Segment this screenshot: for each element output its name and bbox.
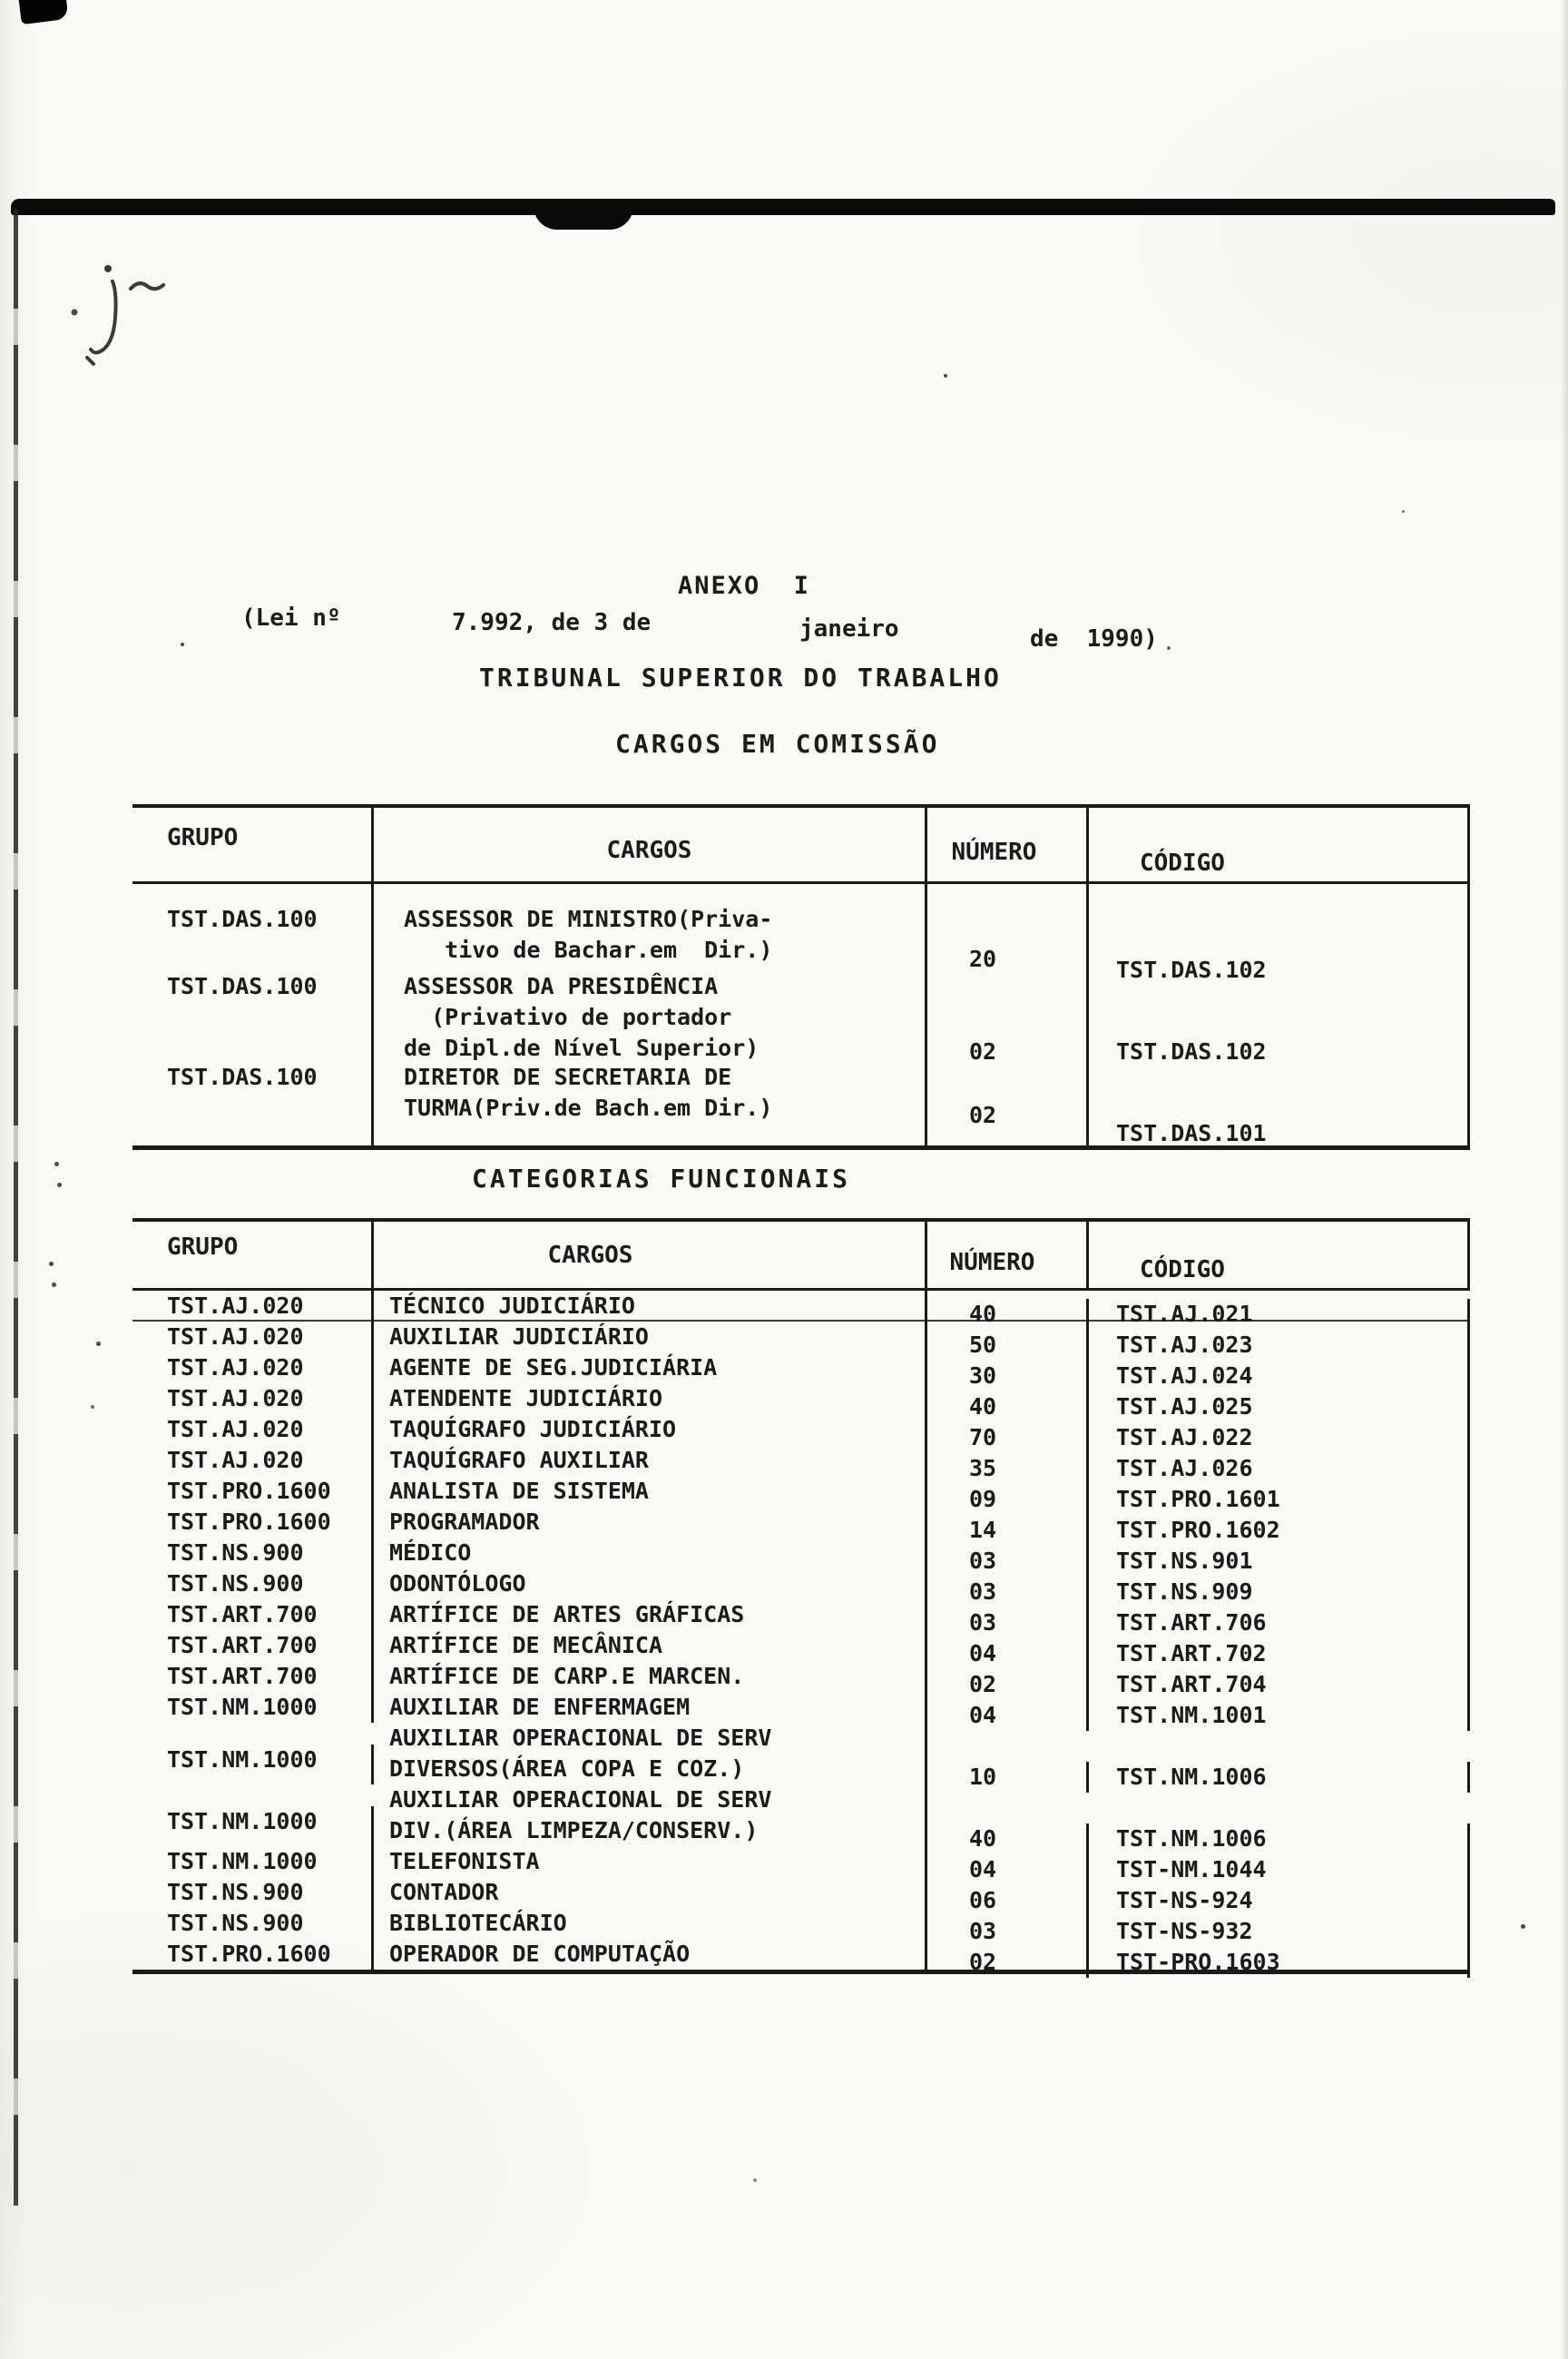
grupo-cell: TST.NS.900 — [132, 1877, 374, 1908]
header-label: CARGOS — [547, 1241, 633, 1269]
cargo-cell — [374, 1062, 927, 1145]
cargo-line: DIVERSOS(ÁREA COPA E COZ.) — [389, 1755, 745, 1782]
numero-cell: 14 — [927, 1515, 1089, 1546]
numero-cell: 02 — [927, 1669, 1089, 1700]
cargo-cell — [374, 1877, 927, 1908]
grupo-cell: TST.AJ.020 — [132, 1383, 374, 1414]
numero-cell: 03 — [927, 1916, 1089, 1947]
scan-speck — [49, 1262, 54, 1266]
numero-value: 02 — [969, 1038, 997, 1065]
cargo-cell — [374, 1383, 927, 1414]
codigo-cell: TST.NM.1006 — [1089, 1823, 1470, 1854]
grupo-cell: TST.AJ.020 — [132, 1291, 374, 1322]
cargo-line: AUXILIAR OPERACIONAL DE SERV — [389, 1786, 772, 1813]
table-row — [132, 884, 1470, 983]
cargo-cell — [374, 884, 927, 971]
codigo-cell: TST.ART.702 — [1089, 1638, 1470, 1669]
header-cell-codigo — [1089, 808, 1470, 881]
numero-cell: 03 — [927, 1546, 1089, 1577]
grupo-cell: TST.AJ.020 — [132, 1414, 374, 1445]
numero-cell: 40 — [927, 1823, 1089, 1854]
law-prefix: (Lei nº — [241, 604, 341, 632]
codigo-cell: TST.AJ.023 — [1089, 1330, 1470, 1361]
codigo-cell: TST.AJ.025 — [1089, 1391, 1470, 1422]
codigo-cell: TST-PRO.1603 — [1089, 1947, 1470, 1978]
numero-cell: 40 — [927, 1299, 1089, 1330]
codigo-cell: TST.AJ.022 — [1089, 1422, 1470, 1453]
cargo-line: ARTÍFICE DE CARP.E MARCEN. — [389, 1663, 745, 1689]
numero-value: 20 — [969, 946, 997, 972]
grupo-cell: TST.NS.900 — [132, 1908, 374, 1939]
scan-speck — [1521, 1924, 1525, 1929]
numero-cell: 09 — [927, 1484, 1089, 1515]
cargo-line: OPERADOR DE COMPUTAÇÃO — [389, 1941, 691, 1967]
cargo-cell — [374, 1692, 927, 1723]
cargo-line: TAQUÍGRAFO AUXILIAR — [389, 1447, 649, 1473]
scan-left-edge-line — [14, 209, 18, 2206]
scan-speck — [96, 1342, 101, 1346]
header-label: GRUPO — [167, 1233, 239, 1261]
cargo-line: (Privativo de portador — [404, 1004, 732, 1030]
table-header-row — [132, 1218, 1470, 1291]
numero-cell: 03 — [927, 1607, 1089, 1638]
numero-cell: 03 — [927, 1577, 1089, 1607]
scan-edge-shadow — [1561, 0, 1568, 2359]
cargo-line: ANALISTA DE SISTEMA — [389, 1478, 649, 1504]
cargo-cell — [374, 1723, 927, 1784]
cargo-line: BIBLIOTECÁRIO — [389, 1910, 567, 1936]
codigo-value: TST.DAS.102 — [1116, 1038, 1267, 1065]
section1-title: CARGOS EM COMISSÃO — [615, 729, 940, 759]
header-cell-grupo — [132, 1222, 374, 1288]
table-row — [132, 1723, 1470, 1790]
cargo-line: ARTÍFICE DE MECÂNICA — [389, 1632, 663, 1658]
section2-title: CATEGORIAS FUNCIONAIS — [472, 1164, 851, 1194]
table-body — [132, 1291, 1470, 1974]
codigo-cell: TST.AJ.021 — [1089, 1299, 1470, 1330]
cargo-line: AUXILIAR OPERACIONAL DE SERV — [389, 1725, 772, 1751]
cargo-cell — [374, 1445, 927, 1476]
handwritten-scribble — [65, 260, 201, 387]
header-cell-cargos — [374, 808, 927, 881]
grupo-cell: TST.NS.900 — [132, 1538, 374, 1568]
codigo-cell — [1089, 1062, 1470, 1145]
scan-speck — [181, 643, 184, 646]
numero-cell: 04 — [927, 1638, 1089, 1669]
cargo-cell — [374, 971, 927, 1064]
codigo-cell: TST-NM.1044 — [1089, 1854, 1470, 1885]
grupo-cell: TST.DAS.100 — [132, 971, 374, 1064]
grupo-cell: TST.NM.1000 — [132, 1745, 374, 1784]
table-row — [132, 1784, 1470, 1852]
grupo-cell: TST.PRO.1600 — [132, 1507, 374, 1538]
numero-cell: 04 — [927, 1700, 1089, 1731]
cargo-line: TAQUÍGRAFO JUDICIÁRIO — [389, 1416, 677, 1442]
cargo-cell — [374, 1846, 927, 1877]
codigo-cell — [1089, 884, 1470, 983]
cargo-cell — [374, 1476, 927, 1507]
anexo-title: ANEXO I — [678, 572, 811, 600]
cargo-line: CONTADOR — [389, 1879, 499, 1905]
cargo-line: DIV.(ÁREA LIMPEZA/CONSERV.) — [389, 1817, 759, 1843]
numero-cell — [927, 971, 1089, 1064]
header-label: CÓDIGO — [1140, 1255, 1225, 1283]
codigo-cell: TST.PRO.1602 — [1089, 1515, 1470, 1546]
cargo-line: PROGRAMADOR — [389, 1509, 540, 1535]
scan-speck — [91, 1405, 94, 1409]
grupo-cell: TST.ART.700 — [132, 1630, 374, 1661]
cargo-cell — [374, 1538, 927, 1568]
numero-cell: 30 — [927, 1361, 1089, 1391]
grupo-cell: TST.AJ.020 — [132, 1445, 374, 1476]
header-cell-codigo — [1089, 1222, 1470, 1288]
scan-speck — [52, 1283, 56, 1287]
cargo-line: ASSESSOR DE MINISTRO(Priva- — [404, 906, 773, 932]
codigo-value: TST.DAS.101 — [1116, 1120, 1267, 1146]
codigo-cell: TST.NM.1006 — [1089, 1762, 1470, 1793]
numero-cell: 70 — [927, 1422, 1089, 1453]
header-label: CÓDIGO — [1140, 849, 1225, 877]
cargo-cell — [374, 1322, 927, 1352]
codigo-cell: TST-NS-924 — [1089, 1885, 1470, 1916]
cargo-cell — [374, 1352, 927, 1383]
header-cell-numero — [927, 808, 1089, 881]
header-label: NÚMERO — [951, 838, 1037, 866]
cargos-em-comissao-table — [132, 804, 1470, 1150]
header-label: GRUPO — [167, 823, 239, 851]
numero-cell: 04 — [927, 1854, 1089, 1885]
cargo-line: ARTÍFICE DE ARTES GRÁFICAS — [389, 1601, 745, 1627]
scan-fold-bar — [11, 199, 1555, 215]
codigo-cell: TST.NM.1001 — [1089, 1700, 1470, 1731]
cargo-line: TÉCNICO JUDICIÁRIO — [389, 1293, 635, 1319]
grupo-cell: TST.NM.1000 — [132, 1692, 374, 1723]
cargo-cell — [374, 1784, 927, 1846]
categorias-funcionais-table — [132, 1218, 1470, 1974]
header-label: NÚMERO — [949, 1248, 1035, 1276]
table-body — [132, 884, 1470, 1150]
law-month: janeiro — [799, 615, 899, 643]
header-cell-cargos — [374, 1222, 927, 1288]
organization-title: TRIBUNAL SUPERIOR DO TRABALHO — [479, 663, 1002, 693]
cargo-line: AUXILIAR JUDICIÁRIO — [389, 1323, 649, 1350]
scan-speck — [54, 1162, 59, 1166]
scan-speck — [944, 374, 947, 378]
numero-value: 02 — [969, 1102, 997, 1128]
cargo-cell — [374, 1507, 927, 1538]
codigo-cell: TST.AJ.026 — [1089, 1453, 1470, 1484]
cargo-cell — [374, 1568, 927, 1599]
cargo-line: de Dipl.de Nível Superior) — [404, 1035, 760, 1061]
numero-cell — [927, 1062, 1089, 1145]
grupo-cell: TST.NS.900 — [132, 1568, 374, 1599]
numero-cell: 10 — [927, 1762, 1089, 1793]
codigo-cell: TST.NS.909 — [1089, 1577, 1470, 1607]
grupo-cell: TST.DAS.100 — [132, 884, 374, 971]
cargo-line: ASSESSOR DA PRESIDÊNCIA — [404, 973, 719, 999]
grupo-cell: TST.NM.1000 — [132, 1846, 374, 1877]
cargo-cell — [374, 1661, 927, 1692]
cargo-cell — [374, 1908, 927, 1939]
codigo-cell: TST.ART.704 — [1089, 1669, 1470, 1700]
scan-speck — [57, 1183, 62, 1187]
codigo-cell: TST.AJ.024 — [1089, 1361, 1470, 1391]
codigo-value: TST.DAS.102 — [1116, 957, 1267, 983]
grupo-cell: TST.PRO.1600 — [132, 1476, 374, 1507]
numero-cell: 02 — [927, 1947, 1089, 1978]
cargo-line: DIRETOR DE SECRETARIA DE — [404, 1064, 732, 1090]
codigo-cell: TST-NS-932 — [1089, 1916, 1470, 1947]
cargo-cell — [374, 1939, 927, 1970]
numero-cell: 35 — [927, 1453, 1089, 1484]
cargo-cell — [374, 1414, 927, 1445]
cargo-line: ATENDENTE JUDICIÁRIO — [389, 1385, 663, 1411]
cargo-line: tivo de Bachar.em Dir.) — [404, 937, 773, 963]
cargo-line: AGENTE DE SEG.JUDICIÁRIA — [389, 1354, 718, 1381]
numero-cell — [927, 884, 1089, 971]
cargo-line: MÉDICO — [389, 1539, 472, 1566]
cargo-line: AUXILIAR DE ENFERMAGEM — [389, 1694, 691, 1720]
cargo-cell — [374, 1291, 927, 1322]
cargo-line: ODONTÓLOGO — [389, 1570, 526, 1597]
codigo-cell: TST.ART.706 — [1089, 1607, 1470, 1638]
numero-cell: 06 — [927, 1885, 1089, 1916]
table-row — [132, 1062, 1470, 1145]
scan-speck — [753, 2178, 757, 2182]
scan-speck — [1402, 510, 1405, 513]
grupo-cell: TST.ART.700 — [132, 1661, 374, 1692]
cargo-cell — [374, 1599, 927, 1630]
codigo-cell: TST.PRO.1601 — [1089, 1484, 1470, 1515]
table-header-row — [132, 804, 1470, 884]
header-cell-grupo — [132, 808, 374, 881]
grupo-cell: TST.PRO.1600 — [132, 1939, 374, 1970]
grupo-cell: TST.NM.1000 — [132, 1806, 374, 1846]
header-cell-numero — [927, 1222, 1089, 1288]
law-number: 7.992, de 3 de — [452, 609, 652, 636]
cargo-line: TURMA(Priv.de Bach.em Dir.) — [404, 1095, 773, 1121]
cargo-line: TELEFONISTA — [389, 1848, 540, 1874]
grupo-cell: TST.AJ.020 — [132, 1322, 374, 1352]
cargo-cell — [374, 1630, 927, 1661]
scan-speck — [1167, 646, 1171, 650]
grupo-cell: TST.DAS.100 — [132, 1062, 374, 1145]
numero-cell: 50 — [927, 1330, 1089, 1361]
header-label: CARGOS — [606, 836, 692, 864]
table-row — [132, 1291, 1470, 1327]
law-year: de 1990) — [1030, 625, 1158, 653]
numero-cell: 40 — [927, 1391, 1089, 1422]
scan-corner-mark — [18, 0, 68, 25]
table-row — [132, 971, 1470, 1065]
grupo-cell: TST.ART.700 — [132, 1599, 374, 1630]
grupo-cell: TST.AJ.020 — [132, 1352, 374, 1383]
codigo-cell: TST.NS.901 — [1089, 1546, 1470, 1577]
